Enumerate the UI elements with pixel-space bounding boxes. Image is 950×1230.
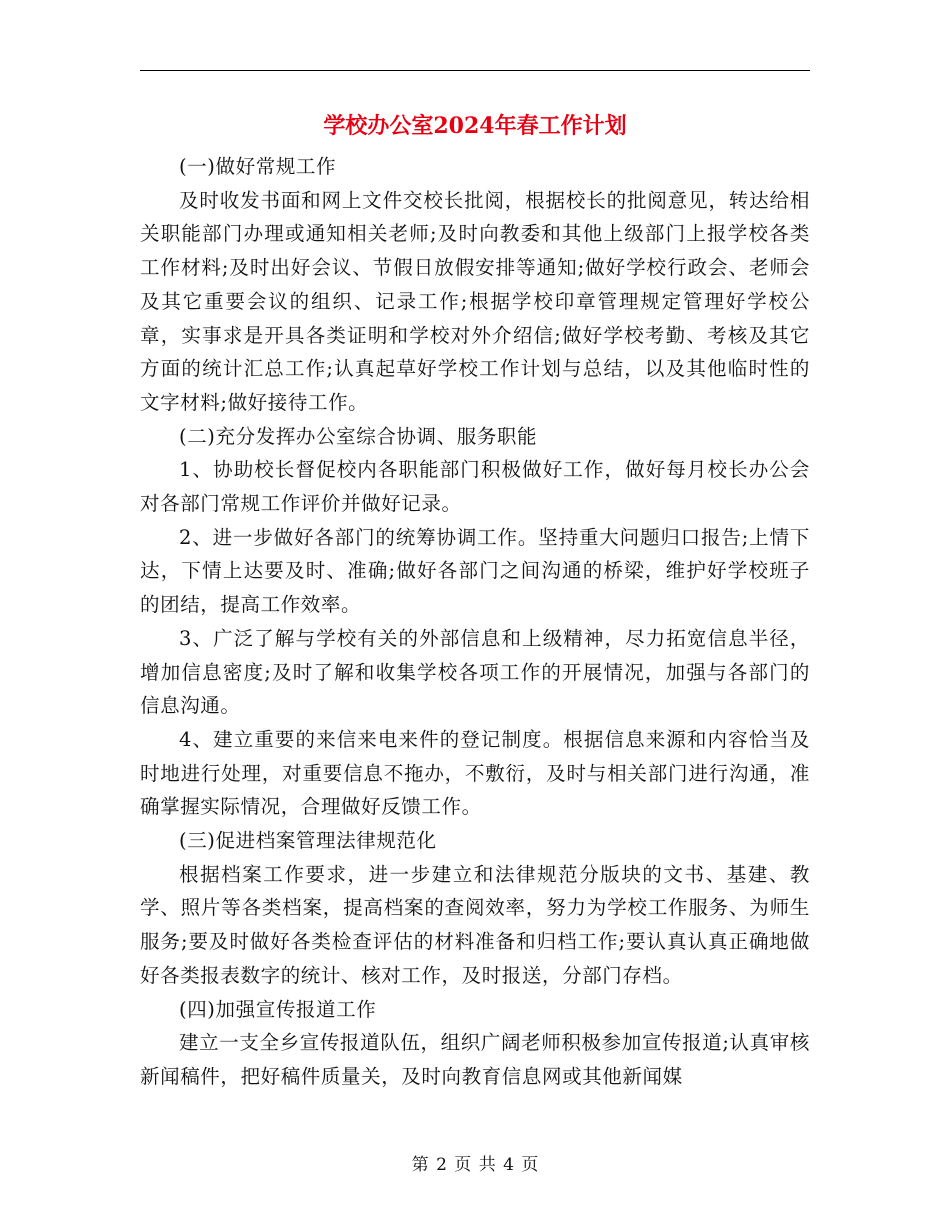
list-item-4: 4、建立重要的来信来电来件的登记制度。根据信息来源和内容恰当及时地进行处理，对重要信息不拖办，不敷衍，及时与相关部门进行沟通，准确掌握实际情况，合理做好反馈工作。: [140, 727, 810, 819]
paragraph: 及时收发书面和网上文件交校长批阅，根据校长的批阅意见，转达给相关职能部门办理或通知相关老师;及时向教委和其他上级部门上报学校各类工作材料;及时出好会议、节假日放假安排等通知;做好学校行政会、老师会及其它重要会议的组织、记录工作;根据学校印章管理规定管理好学校公章，实事求是开具各类证明和学校对外介绍信;做好学校考勤、考核及其它方面的统计汇总工作;认真起草好学校工作计划与总结，以及其他临时性的文字材料;做好接待工作。: [140, 188, 810, 414]
section-heading-4: (四)加强宣传报道工作: [179, 997, 377, 1021]
header-rule: [140, 70, 810, 71]
document-body: [140, 150, 810, 1094]
page-number-footer: 第 2 页 共 4 页: [411, 1155, 539, 1175]
paragraph: 根据档案工作要求，进一步建立和法律规范分版块的文书、基建、教学、照片等各类档案，提高档案的查阅效率，努力为学校工作服务、为师生服务;要及时做好各类检查评估的材料准备和归档工作;要认真认真正确地做好各类报表数字的统计、核对工作，及时报送，分部门存档。: [140, 862, 810, 987]
list-item-2: 2、进一步做好各部门的统筹协调工作。坚持重大问题归口报告;上情下达，下情上达要及时、准确;做好各部门之间沟通的桥梁，维护好学校班子的团结，提高工作效率。: [140, 525, 810, 617]
section-heading-1: (一)做好常规工作: [179, 155, 337, 178]
list-item-3: 3、广泛了解与学校有关的外部信息和上级精神，尽力拓宽信息半径，增加信息密度;及时了解和收集学校各项工作的开展情况，加强与各部门的信息沟通。: [140, 626, 810, 718]
document-title: 学校办公室2024年春工作计划: [323, 113, 627, 139]
section-heading-3: (三)促进档案管理法律规范化: [179, 829, 437, 853]
paragraph: 建立一支全乡宣传报道队伍，组织广阔老师积极参加宣传报道;认真审核新闻稿件，把好稿件质量关，及时向教育信息网或其他新闻媒: [140, 1031, 810, 1088]
section-heading-2: (二)充分发挥办公室综合协调、服务职能: [179, 424, 538, 448]
list-item-1: 1、协助校长督促校内各职能部门积极做好工作，做好每月校长办公会对各部门常规工作评价并做好记录。: [140, 458, 810, 516]
